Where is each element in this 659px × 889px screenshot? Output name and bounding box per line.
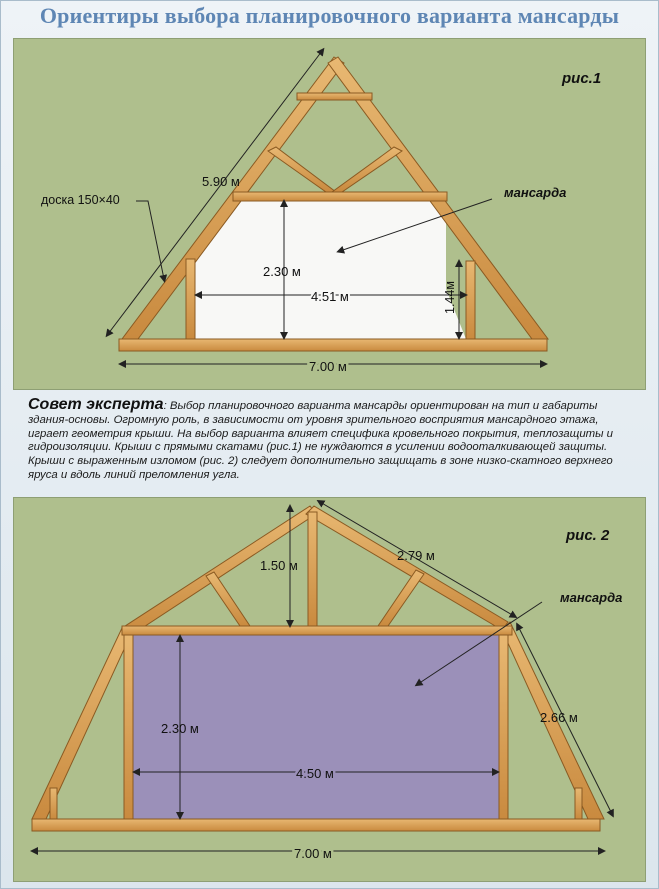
fig1-collar-tie: [233, 192, 447, 201]
fig1-knee-wall-right: [466, 261, 475, 339]
fig2-upper-rafter-dim: 2.79 м: [397, 548, 435, 563]
fig2-lower-rafter-left: [32, 628, 132, 819]
figure-1-diagram: [14, 39, 647, 391]
expert-tip-title: Совет эксперта: [28, 396, 164, 413]
fig1-knee-dim: 1.44м: [443, 281, 457, 314]
fig2-strut-left: [206, 572, 250, 626]
fig2-wall-left: [124, 635, 133, 819]
fig2-collar-tie: [122, 626, 512, 635]
fig2-king-post: [308, 512, 317, 626]
fig1-strut-right: [332, 147, 402, 192]
fig2-bottom-chord: [32, 819, 600, 831]
fig2-width-dim: 4.50 м: [296, 766, 334, 781]
fig2-lower-rafter-dim: 2.66 м: [540, 710, 578, 725]
fig1-height-dim: 2.30 м: [263, 264, 301, 279]
fig1-width-dim: 4.51 м: [311, 289, 349, 304]
figure-2-diagram: [14, 498, 647, 883]
fig1-upper-tie: [297, 93, 372, 100]
fig2-strut-right: [378, 570, 424, 626]
fig2-height-dim: 2.30 м: [161, 721, 199, 736]
figure-2-panel: [13, 497, 646, 882]
fig1-room-label: мансарда: [504, 185, 567, 200]
fig1-board-label: доска 150×40: [41, 193, 120, 207]
fig1-span-dim: 7.00 м: [309, 359, 347, 374]
fig1-room-area: [194, 198, 466, 339]
fig2-wall-right: [499, 635, 508, 819]
fig2-ridge-dim: 1.50 м: [260, 558, 298, 573]
fig2-post-left: [50, 788, 57, 819]
page-title: Ориентиры выбора планировочного варианта мансарды: [39, 3, 620, 28]
expert-tip: [28, 398, 634, 483]
fig2-upper-rafter-right: [306, 506, 508, 630]
fig2-post-right: [575, 788, 582, 819]
fig1-board-callout-line: [136, 201, 164, 279]
fig1-label: рис.1: [562, 70, 602, 87]
fig2-span-dim: 7.00 м: [294, 846, 332, 861]
fig1-strut-left: [268, 147, 336, 192]
fig2-room-label: мансарда: [560, 590, 623, 605]
figure-1-panel: [13, 38, 646, 390]
fig1-knee-wall-left: [186, 259, 195, 339]
fig1-rafter-dim: 5.90 м: [202, 174, 240, 189]
expert-tip-body: : Выбор планировочного варианта мансарды ориентирован на тип и габариты здания-основы. Огромную роль, в зависимости от уровня зрительного восприятия мансардного этажа, играет геометрия крыши. На выбор варианта влияет специфика кровельного покрытия, теплозащиты и гидроизоляции. Крыши с прямыми скатами (рис.1) не нуждаются в усилении водооталкивающей защиты. Крыши с выраженным изломом (рис. 2) следует дополнительно защищать в зоне низко-скатного верхнего яруса и вдоль линий преломления угла.: [28, 400, 614, 481]
fig1-bottom-chord: [119, 339, 547, 351]
fig2-label: рис. 2: [566, 527, 610, 544]
